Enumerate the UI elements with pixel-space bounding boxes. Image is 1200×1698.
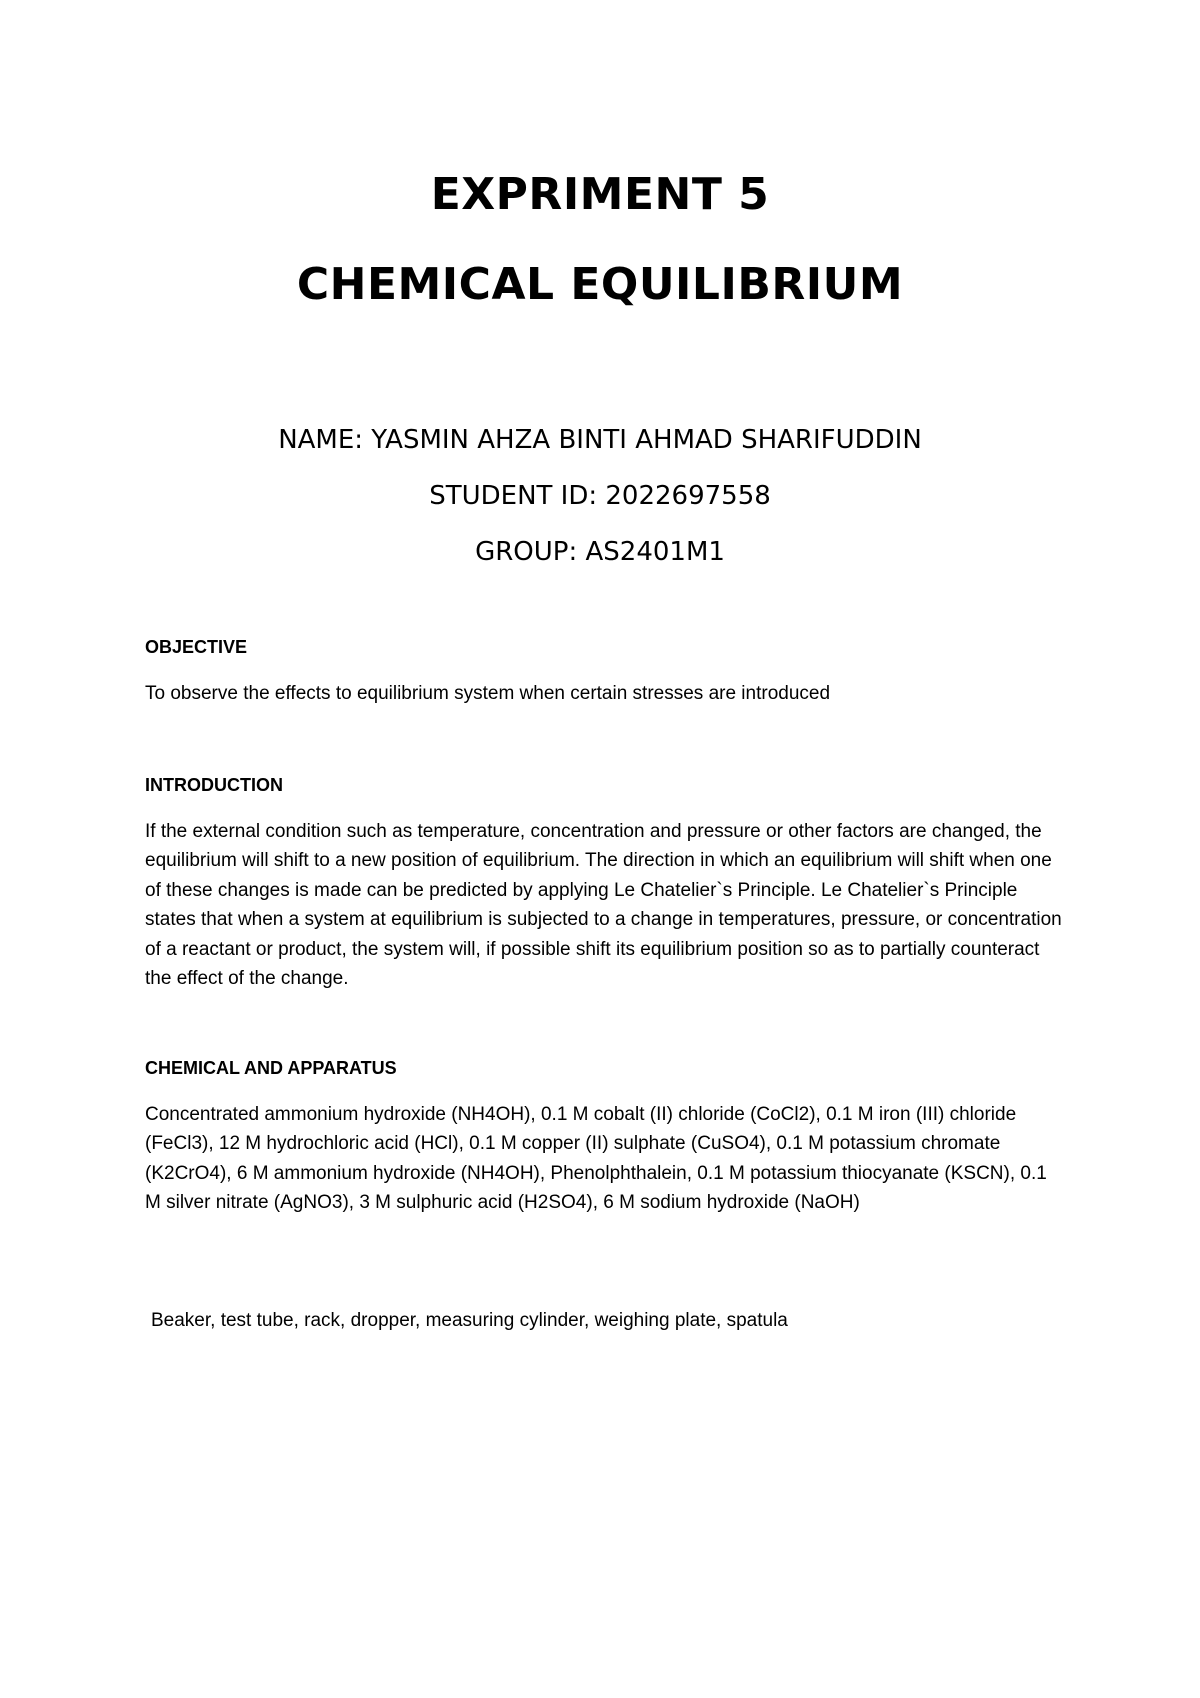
objective-section — [145, 633, 1065, 708]
objective-heading: OBJECTIVE — [145, 637, 248, 657]
student-group: GROUP: AS2401M1 — [475, 537, 725, 567]
experiment-title: CHEMICAL EQUILIBRIUM — [296, 259, 904, 310]
introduction-text: If the external condition such as temperature, concentration and pressure or other factors are changed, the equilibrium will shift to a new position of equilibrium. The direction in which an equilibrium will shift when one of these changes is made can be predicted by applying Le Chatelier`s Principle. Le Chatelier`s Principle states that when a system at equilibrium is subjected to a change in temperatures, pressure, or concentration of a reactant or product, the system will, if possible shift its equilibrium position so as to partially counteract the effect of the change. — [145, 820, 1062, 989]
objective-text: To observe the effects to equilibrium system when certain stresses are introduced — [145, 682, 831, 704]
student-id: STUDENT ID: 2022697558 — [429, 481, 771, 511]
student-info — [0, 412, 1200, 580]
experiment-number: EXPRIMENT 5 — [430, 169, 770, 220]
introduction-heading: INTRODUCTION — [145, 775, 283, 795]
chemicals-list: Concentrated ammonium hydroxide (NH4OH), 0.1 M cobalt (II) chloride (CoCl2), 0.1 M iron (III) chloride (FeCl3), 12 M hydrochloric acid (HCl), 0.1 M copper (II) sulphate (CuSO4), 0.1 M potassium chromate (K2CrO4), 6 M ammonium hydroxide (NH4OH), Phenolphthalein, 0.1 M potassium thiocyanate (KSCN), 0.1 M silver nitrate (AgNO3), 3 M sulphuric acid (H2SO4), 6 M sodium hydroxide (NaOH) — [145, 1103, 1047, 1213]
apparatus-list: Beaker, test tube, rack, dropper, measuring cylinder, weighing plate, spatula — [151, 1310, 788, 1331]
student-name: NAME: YASMIN AHZA BINTI AHMAD SHARIFUDDIN — [278, 425, 922, 455]
chemicals-section — [145, 1054, 1065, 1218]
introduction-section — [145, 771, 1065, 994]
chemicals-heading: CHEMICAL AND APPARATUS — [145, 1058, 397, 1078]
document-title — [0, 150, 1200, 330]
